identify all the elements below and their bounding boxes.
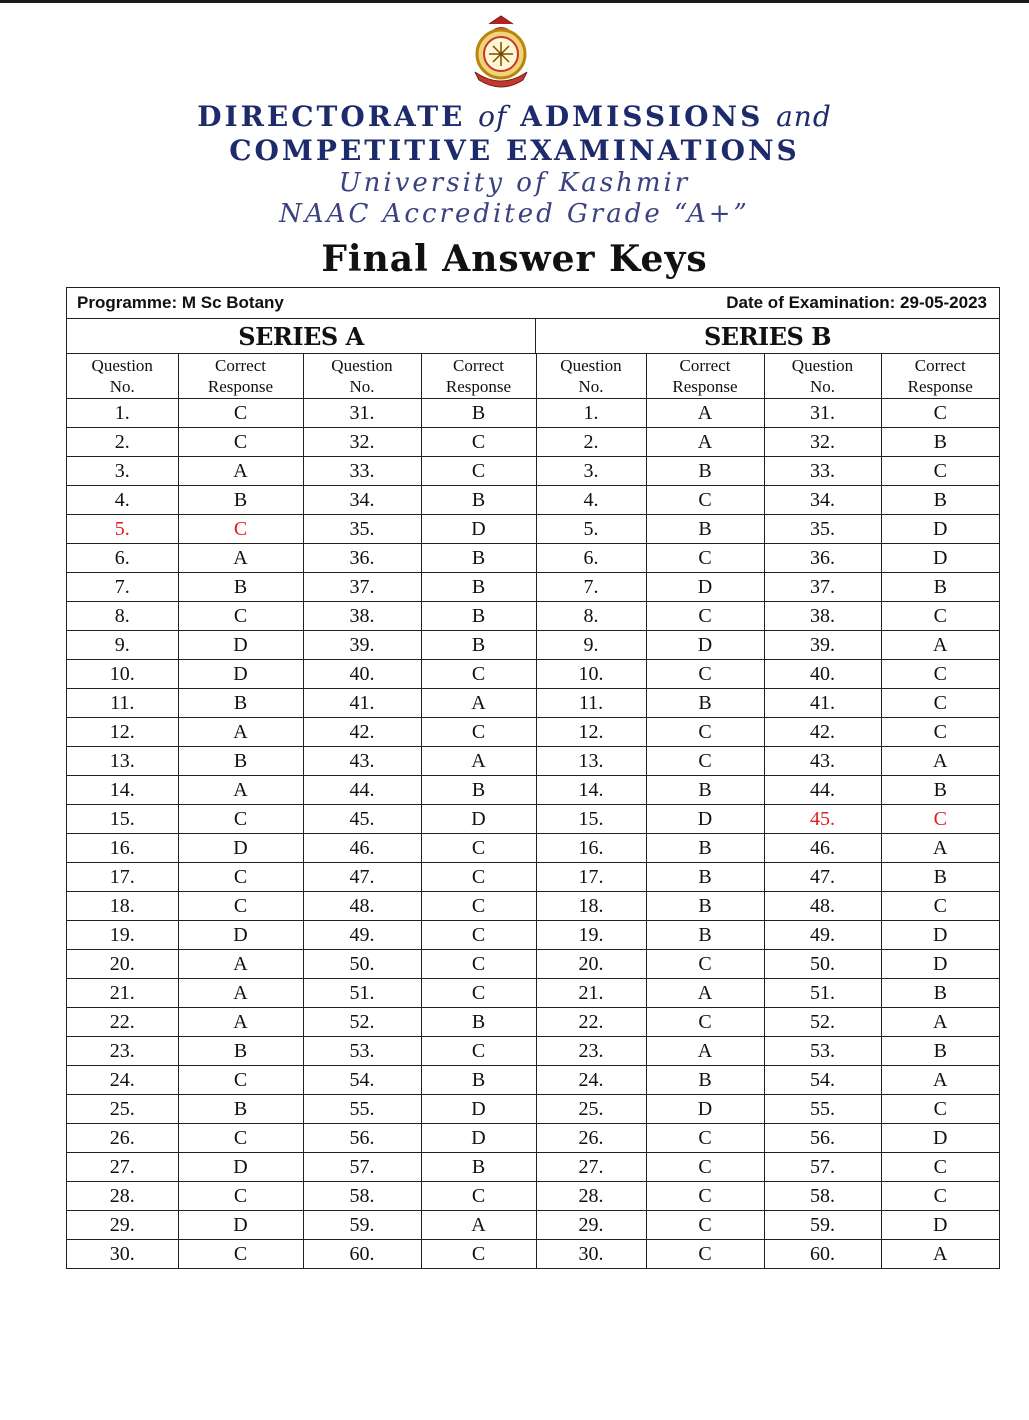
series-header-row: [67, 319, 999, 354]
cell-question-no: 44.: [303, 776, 421, 805]
cell-question-no: 12.: [536, 718, 646, 747]
cell-question-no: 6.: [67, 544, 178, 573]
cell-question-no: 60.: [303, 1240, 421, 1269]
cell-question-no: 56.: [303, 1124, 421, 1153]
cell-correct-response: C: [178, 1240, 303, 1269]
cell-correct-response: A: [881, 1066, 999, 1095]
cell-correct-response: B: [421, 776, 536, 805]
cell-question-no: 37.: [303, 573, 421, 602]
cell-correct-response: A: [646, 428, 764, 457]
cell-correct-response: A: [646, 979, 764, 1008]
cell-question-no: 46.: [764, 834, 881, 863]
cell-correct-response: C: [178, 602, 303, 631]
cell-correct-response: B: [178, 1037, 303, 1066]
cell-question-no: 19.: [67, 921, 178, 950]
cell-correct-response: B: [881, 1037, 999, 1066]
cell-correct-response: C: [421, 428, 536, 457]
cell-correct-response: C: [421, 950, 536, 979]
cell-question-no: 5.: [536, 515, 646, 544]
cell-question-no: 28.: [67, 1182, 178, 1211]
cell-question-no: 42.: [764, 718, 881, 747]
table-row: [67, 457, 999, 486]
cell-correct-response: B: [421, 573, 536, 602]
cell-question-no: 38.: [764, 602, 881, 631]
cell-correct-response: A: [178, 979, 303, 1008]
cell-correct-response: C: [646, 486, 764, 515]
cell-question-no: 49.: [764, 921, 881, 950]
cell-correct-response: C: [646, 1182, 764, 1211]
cell-question-no: 22.: [67, 1008, 178, 1037]
university-seal-logo: [463, 14, 539, 90]
cell-correct-response: C: [646, 718, 764, 747]
cell-correct-response: C: [646, 1124, 764, 1153]
cell-correct-response: C: [881, 1182, 999, 1211]
cell-question-no: 33.: [764, 457, 881, 486]
col-header-question-no: Question No.: [536, 354, 646, 399]
naac-accreditation: NAAC Accredited Grade “A+”: [279, 199, 750, 229]
col-header-question-no: Question No.: [764, 354, 881, 399]
cell-correct-response: C: [421, 1037, 536, 1066]
cell-correct-response: B: [646, 457, 764, 486]
university-name: University of Kashmir: [338, 168, 691, 198]
cell-question-no: 5.: [67, 515, 178, 544]
cell-question-no: 51.: [303, 979, 421, 1008]
cell-question-no: 34.: [303, 486, 421, 515]
cell-question-no: 47.: [764, 863, 881, 892]
cell-question-no: 41.: [303, 689, 421, 718]
answer-key-table: [67, 354, 999, 1268]
cell-question-no: 57.: [303, 1153, 421, 1182]
cell-question-no: 9.: [536, 631, 646, 660]
cell-question-no: 28.: [536, 1182, 646, 1211]
cell-correct-response: A: [178, 718, 303, 747]
table-row: [67, 1008, 999, 1037]
cell-correct-response: C: [881, 602, 999, 631]
info-row: [67, 288, 999, 319]
cell-question-no: 41.: [764, 689, 881, 718]
cell-correct-response: C: [881, 718, 999, 747]
cell-correct-response: C: [881, 660, 999, 689]
cell-question-no: 31.: [764, 399, 881, 428]
cell-question-no: 4.: [67, 486, 178, 515]
series-a-heading: SERIES A: [67, 319, 536, 353]
cell-correct-response: D: [421, 805, 536, 834]
cell-correct-response: C: [881, 457, 999, 486]
answer-key-sheet: [66, 287, 1000, 1269]
cell-correct-response: A: [421, 689, 536, 718]
cell-correct-response: C: [646, 660, 764, 689]
cell-question-no: 43.: [764, 747, 881, 776]
col-header-correct-response: Correct Response: [178, 354, 303, 399]
cell-correct-response: A: [178, 1008, 303, 1037]
top-rule: [0, 0, 1029, 3]
cell-correct-response: D: [881, 1211, 999, 1240]
cell-correct-response: B: [421, 1066, 536, 1095]
cell-correct-response: C: [178, 399, 303, 428]
cell-question-no: 30.: [536, 1240, 646, 1269]
cell-question-no: 59.: [764, 1211, 881, 1240]
cell-question-no: 15.: [67, 805, 178, 834]
cell-correct-response: C: [881, 689, 999, 718]
cell-question-no: 20.: [67, 950, 178, 979]
exam-date-label: Date of Examination: 29-05-2023: [726, 293, 987, 312]
cell-question-no: 52.: [303, 1008, 421, 1037]
cell-correct-response: C: [646, 1008, 764, 1037]
cell-question-no: 32.: [764, 428, 881, 457]
cell-correct-response: B: [881, 863, 999, 892]
answer-key-rows: [67, 399, 999, 1269]
cell-correct-response: D: [178, 1153, 303, 1182]
cell-correct-response: A: [178, 544, 303, 573]
col-header-question-no: Question No.: [303, 354, 421, 399]
cell-correct-response: D: [881, 921, 999, 950]
cell-correct-response: D: [646, 573, 764, 602]
cell-correct-response: B: [178, 747, 303, 776]
cell-correct-response: B: [421, 544, 536, 573]
cell-correct-response: D: [178, 631, 303, 660]
cell-question-no: 7.: [536, 573, 646, 602]
cell-correct-response: C: [178, 892, 303, 921]
cell-correct-response: C: [646, 1153, 764, 1182]
cell-correct-response: C: [421, 863, 536, 892]
cell-correct-response: A: [881, 1008, 999, 1037]
column-header-row: [67, 354, 999, 399]
cell-question-no: 12.: [67, 718, 178, 747]
table-row: [67, 805, 999, 834]
cell-correct-response: B: [646, 776, 764, 805]
table-row: [67, 718, 999, 747]
cell-correct-response: C: [646, 950, 764, 979]
cell-correct-response: B: [646, 921, 764, 950]
cell-question-no: 3.: [67, 457, 178, 486]
cell-correct-response: B: [421, 1008, 536, 1037]
cell-question-no: 17.: [67, 863, 178, 892]
table-row: [67, 1240, 999, 1269]
cell-question-no: 40.: [303, 660, 421, 689]
cell-correct-response: B: [421, 486, 536, 515]
cell-question-no: 38.: [303, 602, 421, 631]
cell-correct-response: C: [646, 747, 764, 776]
cell-correct-response: C: [421, 457, 536, 486]
cell-question-no: 50.: [764, 950, 881, 979]
cell-correct-response: B: [421, 399, 536, 428]
col-header-question-no: Question No.: [67, 354, 178, 399]
cell-question-no: 21.: [67, 979, 178, 1008]
series-b-heading: SERIES B: [703, 321, 832, 351]
col-header-correct-response: Correct Response: [646, 354, 764, 399]
cell-question-no: 10.: [536, 660, 646, 689]
cell-correct-response: D: [178, 921, 303, 950]
table-row: [67, 689, 999, 718]
table-row: [67, 921, 999, 950]
cell-correct-response: A: [421, 1211, 536, 1240]
cell-question-no: 49.: [303, 921, 421, 950]
cell-correct-response: C: [881, 1095, 999, 1124]
cell-question-no: 23.: [536, 1037, 646, 1066]
cell-question-no: 24.: [536, 1066, 646, 1095]
cell-question-no: 15.: [536, 805, 646, 834]
table-row: [67, 544, 999, 573]
cell-correct-response: C: [881, 399, 999, 428]
cell-question-no: 21.: [536, 979, 646, 1008]
cell-question-no: 39.: [303, 631, 421, 660]
cell-correct-response: A: [178, 950, 303, 979]
cell-correct-response: C: [178, 1066, 303, 1095]
cell-question-no: 52.: [764, 1008, 881, 1037]
cell-question-no: 29.: [67, 1211, 178, 1240]
table-row: [67, 660, 999, 689]
cell-question-no: 8.: [67, 602, 178, 631]
cell-question-no: 4.: [536, 486, 646, 515]
cell-question-no: 36.: [764, 544, 881, 573]
cell-question-no: 22.: [536, 1008, 646, 1037]
cell-question-no: 17.: [536, 863, 646, 892]
cell-question-no: 13.: [67, 747, 178, 776]
cell-question-no: 23.: [67, 1037, 178, 1066]
cell-correct-response: A: [421, 747, 536, 776]
cell-question-no: 35.: [764, 515, 881, 544]
cell-correct-response: A: [881, 834, 999, 863]
cell-question-no: 10.: [67, 660, 178, 689]
cell-correct-response: D: [646, 1095, 764, 1124]
cell-correct-response: D: [646, 805, 764, 834]
cell-correct-response: A: [646, 399, 764, 428]
cell-question-no: 55.: [764, 1095, 881, 1124]
cell-correct-response: B: [881, 776, 999, 805]
col-header-correct-response: Correct Response: [421, 354, 536, 399]
cell-question-no: 27.: [536, 1153, 646, 1182]
table-row: [67, 950, 999, 979]
cell-correct-response: D: [881, 1124, 999, 1153]
cell-correct-response: B: [421, 631, 536, 660]
cell-correct-response: C: [646, 544, 764, 573]
cell-correct-response: B: [881, 979, 999, 1008]
cell-correct-response: A: [646, 1037, 764, 1066]
cell-question-no: 37.: [764, 573, 881, 602]
cell-correct-response: C: [881, 892, 999, 921]
cell-correct-response: B: [881, 428, 999, 457]
cell-question-no: 29.: [536, 1211, 646, 1240]
cell-correct-response: D: [178, 660, 303, 689]
cell-question-no: 56.: [764, 1124, 881, 1153]
table-row: [67, 863, 999, 892]
table-row: [67, 776, 999, 805]
cell-question-no: 54.: [764, 1066, 881, 1095]
cell-question-no: 25.: [67, 1095, 178, 1124]
table-row: [67, 1095, 999, 1124]
cell-question-no: 53.: [764, 1037, 881, 1066]
cell-question-no: 34.: [764, 486, 881, 515]
cell-correct-response: B: [178, 1095, 303, 1124]
directorate-heading: DIRECTORATE of ADMISSIONS and: [197, 100, 832, 133]
cell-question-no: 35.: [303, 515, 421, 544]
cell-correct-response: A: [881, 631, 999, 660]
table-row: [67, 1037, 999, 1066]
table-row: [67, 399, 999, 428]
cell-correct-response: B: [646, 834, 764, 863]
cell-correct-response: C: [421, 660, 536, 689]
cell-correct-response: B: [646, 863, 764, 892]
cell-question-no: 1.: [536, 399, 646, 428]
table-row: [67, 486, 999, 515]
cell-question-no: 18.: [67, 892, 178, 921]
cell-correct-response: B: [881, 486, 999, 515]
cell-question-no: 51.: [764, 979, 881, 1008]
cell-correct-response: B: [178, 689, 303, 718]
cell-question-no: 14.: [67, 776, 178, 805]
cell-correct-response: C: [421, 718, 536, 747]
cell-question-no: 58.: [303, 1182, 421, 1211]
cell-correct-response: D: [646, 631, 764, 660]
cell-correct-response: A: [881, 1240, 999, 1269]
cell-correct-response: C: [646, 1211, 764, 1240]
cell-question-no: 59.: [303, 1211, 421, 1240]
cell-question-no: 48.: [764, 892, 881, 921]
cell-question-no: 60.: [764, 1240, 881, 1269]
cell-question-no: 55.: [303, 1095, 421, 1124]
cell-correct-response: D: [178, 834, 303, 863]
cell-correct-response: D: [421, 1124, 536, 1153]
cell-question-no: 36.: [303, 544, 421, 573]
cell-question-no: 24.: [67, 1066, 178, 1095]
cell-question-no: 2.: [67, 428, 178, 457]
competitive-exams-heading: COMPETITIVE EXAMINATIONS: [229, 134, 800, 167]
cell-correct-response: B: [421, 602, 536, 631]
cell-correct-response: B: [646, 515, 764, 544]
cell-correct-response: D: [881, 950, 999, 979]
cell-question-no: 8.: [536, 602, 646, 631]
cell-question-no: 43.: [303, 747, 421, 776]
cell-correct-response: A: [178, 457, 303, 486]
cell-question-no: 30.: [67, 1240, 178, 1269]
cell-question-no: 50.: [303, 950, 421, 979]
cell-correct-response: C: [421, 921, 536, 950]
cell-question-no: 53.: [303, 1037, 421, 1066]
cell-question-no: 44.: [764, 776, 881, 805]
table-row: [67, 573, 999, 602]
cell-question-no: 9.: [67, 631, 178, 660]
cell-correct-response: B: [178, 573, 303, 602]
cell-correct-response: C: [881, 1153, 999, 1182]
document-title: Final Answer Keys: [321, 238, 708, 280]
cell-correct-response: B: [646, 892, 764, 921]
cell-correct-response: C: [178, 805, 303, 834]
cell-question-no: 16.: [67, 834, 178, 863]
cell-question-no: 48.: [303, 892, 421, 921]
cell-question-no: 32.: [303, 428, 421, 457]
table-row: [67, 1211, 999, 1240]
cell-correct-response: C: [646, 602, 764, 631]
table-row: [67, 1066, 999, 1095]
cell-correct-response: C: [881, 805, 999, 834]
cell-correct-response: B: [646, 689, 764, 718]
cell-correct-response: D: [881, 515, 999, 544]
table-row: [67, 515, 999, 544]
cell-question-no: 13.: [536, 747, 646, 776]
cell-question-no: 16.: [536, 834, 646, 863]
table-row: [67, 747, 999, 776]
cell-correct-response: C: [178, 515, 303, 544]
cell-correct-response: C: [421, 979, 536, 1008]
table-row: [67, 892, 999, 921]
cell-correct-response: C: [421, 1240, 536, 1269]
cell-question-no: 26.: [536, 1124, 646, 1153]
cell-question-no: 26.: [67, 1124, 178, 1153]
cell-correct-response: C: [178, 1182, 303, 1211]
cell-correct-response: C: [646, 1240, 764, 1269]
cell-question-no: 31.: [303, 399, 421, 428]
table-row: [67, 979, 999, 1008]
cell-question-no: 40.: [764, 660, 881, 689]
cell-correct-response: D: [178, 1211, 303, 1240]
cell-correct-response: D: [421, 515, 536, 544]
cell-question-no: 25.: [536, 1095, 646, 1124]
cell-correct-response: A: [178, 776, 303, 805]
cell-question-no: 54.: [303, 1066, 421, 1095]
cell-correct-response: B: [881, 573, 999, 602]
cell-correct-response: C: [421, 892, 536, 921]
cell-correct-response: C: [421, 834, 536, 863]
cell-question-no: 14.: [536, 776, 646, 805]
cell-correct-response: D: [881, 544, 999, 573]
cell-question-no: 45.: [764, 805, 881, 834]
cell-correct-response: B: [421, 1153, 536, 1182]
cell-question-no: 27.: [67, 1153, 178, 1182]
cell-correct-response: C: [178, 428, 303, 457]
cell-correct-response: B: [646, 1066, 764, 1095]
cell-question-no: 18.: [536, 892, 646, 921]
cell-correct-response: B: [178, 486, 303, 515]
cell-question-no: 58.: [764, 1182, 881, 1211]
cell-correct-response: C: [178, 863, 303, 892]
table-row: [67, 1182, 999, 1211]
cell-question-no: 42.: [303, 718, 421, 747]
cell-correct-response: C: [178, 1124, 303, 1153]
cell-question-no: 57.: [764, 1153, 881, 1182]
cell-question-no: 47.: [303, 863, 421, 892]
cell-correct-response: D: [421, 1095, 536, 1124]
table-row: [67, 631, 999, 660]
table-row: [67, 1153, 999, 1182]
cell-question-no: 2.: [536, 428, 646, 457]
table-row: [67, 1124, 999, 1153]
cell-question-no: 7.: [67, 573, 178, 602]
table-row: [67, 428, 999, 457]
cell-question-no: 11.: [67, 689, 178, 718]
table-row: [67, 602, 999, 631]
programme-label: Programme: M Sc Botany: [77, 293, 284, 312]
cell-question-no: 6.: [536, 544, 646, 573]
cell-question-no: 20.: [536, 950, 646, 979]
cell-question-no: 46.: [303, 834, 421, 863]
cell-correct-response: C: [421, 1182, 536, 1211]
cell-question-no: 3.: [536, 457, 646, 486]
cell-question-no: 11.: [536, 689, 646, 718]
table-row: [67, 834, 999, 863]
cell-question-no: 33.: [303, 457, 421, 486]
cell-question-no: 39.: [764, 631, 881, 660]
cell-correct-response: A: [881, 747, 999, 776]
cell-question-no: 1.: [67, 399, 178, 428]
cell-question-no: 19.: [536, 921, 646, 950]
col-header-correct-response: Correct Response: [881, 354, 999, 399]
cell-question-no: 45.: [303, 805, 421, 834]
